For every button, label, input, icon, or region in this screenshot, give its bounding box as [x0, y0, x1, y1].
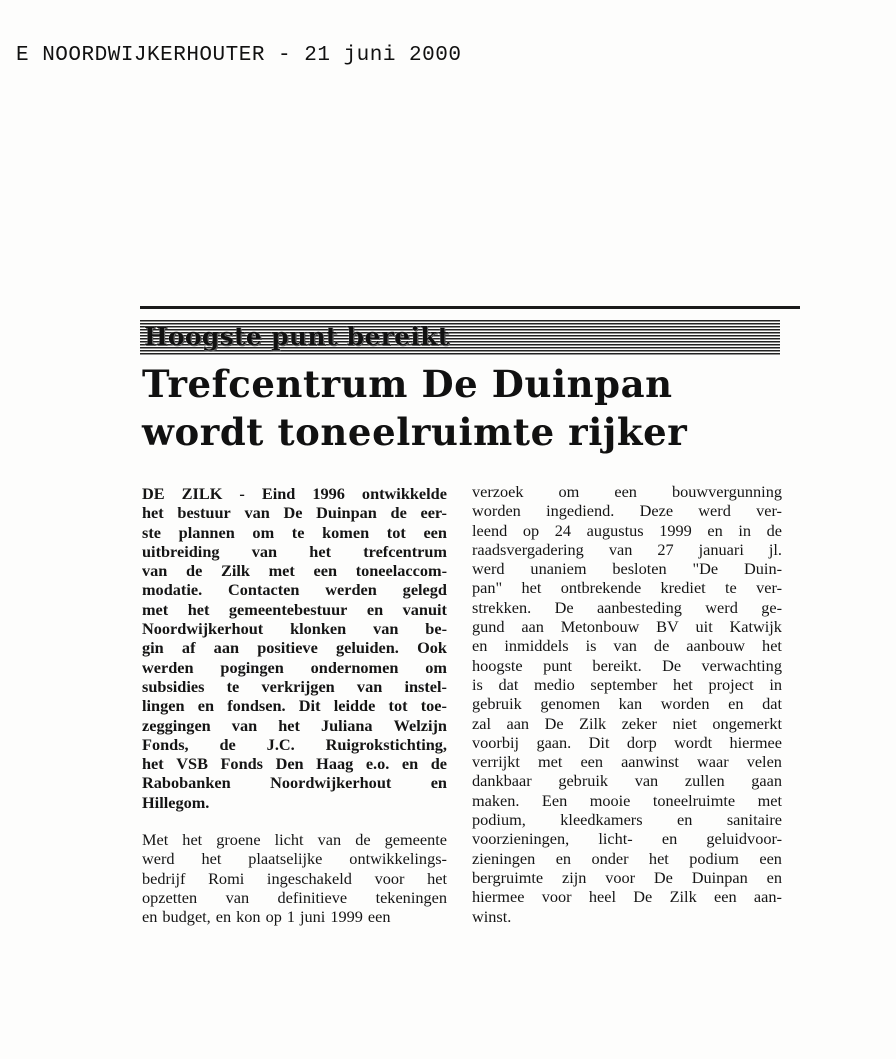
- text-line: zal aan De Zilk zeker niet ongemerkt: [472, 713, 782, 733]
- text-line: Fonds, de J.C. Ruigrokstichting,: [142, 734, 447, 754]
- text-line: subsidies te verkrijgen van instel-: [142, 676, 447, 696]
- text-line: Noordwijkerhout klonken van be-: [142, 619, 447, 639]
- text-line: uitbreiding van het trefcentrum: [142, 541, 447, 561]
- text-line: Rabobanken Noordwijkerhout en: [142, 773, 447, 793]
- text-line: maken. Een mooie toneelruimte met: [472, 790, 782, 810]
- top-rule: [140, 306, 800, 309]
- column-left: [142, 484, 447, 927]
- text-line: bedrijf Romi ingeschakeld voor het: [142, 868, 447, 888]
- text-line: zieningen en onder het podium een: [472, 848, 782, 868]
- text-line: winst.: [472, 906, 512, 926]
- headline-line: Trefcentrum De Duinpan: [142, 362, 673, 406]
- text-line: het VSB Fonds Den Haag e.o. en de: [142, 754, 447, 774]
- body-paragraph: [142, 830, 447, 926]
- text-line: gin af aan positieve geluiden. Ook: [142, 638, 447, 658]
- text-line: verrijkt met een aanwinst waar velen: [472, 752, 782, 772]
- kicker: Hoogste punt bereikt: [144, 322, 450, 351]
- text-line: gebruik genomen kan worden en dat: [472, 694, 782, 714]
- text-line: gund aan Metonbouw BV uit Katwijk: [472, 617, 782, 637]
- column-right: [472, 482, 782, 926]
- headline-line: wordt toneelruimte rijker: [142, 410, 688, 454]
- text-line: modatie. Contacten werden gelegd: [142, 580, 447, 600]
- text-line: opzetten van definitieve tekeningen: [142, 887, 447, 907]
- text-line: voorzieningen, licht- en geluidvoor-: [472, 829, 782, 849]
- body-paragraph-continued: [472, 482, 782, 926]
- text-line: is dat medio september het project in: [472, 674, 782, 694]
- text-line: en inmiddels is van de aanbouw het: [472, 636, 782, 656]
- text-line: werd unaniem besloten "De Duin-: [472, 559, 782, 579]
- text-line: Met het groene licht van de gemeente: [142, 830, 447, 850]
- text-line: strekken. De aanbesteding werd ge-: [472, 597, 782, 617]
- text-line: en budget, en kon op 1 juni 1999 een: [142, 907, 391, 927]
- text-line: met het gemeentebestuur en vanuit: [142, 599, 447, 619]
- lead-paragraph: [142, 484, 447, 812]
- text-line: zeggingen van het Juliana Welzijn: [142, 715, 447, 735]
- text-line: raadsvergadering van 27 januari jl.: [472, 539, 782, 559]
- text-line: het bestuur van De Duinpan de eer-: [142, 503, 447, 523]
- text-line: van de Zilk met een toneelaccom-: [142, 561, 447, 581]
- text-line: verzoek om een bouwvergunning: [472, 482, 782, 501]
- headline: [142, 360, 802, 456]
- text-line: hiermee voor heel De Zilk een aan-: [472, 887, 782, 907]
- text-line: ste plannen om te komen tot een: [142, 522, 447, 542]
- text-line: DE ZILK - Eind 1996 ontwikkelde: [142, 484, 447, 503]
- text-line: hoogste punt bereikt. De verwachting: [472, 655, 782, 675]
- text-line: Hillegom.: [142, 792, 210, 812]
- text-line: worden ingediend. Deze werd ver-: [472, 501, 782, 521]
- text-line: werden pogingen ondernomen om: [142, 657, 447, 677]
- text-line: pan" het ontbrekende krediet te ver-: [472, 578, 782, 598]
- text-line: dankbaar gebruik van zullen gaan: [472, 771, 782, 791]
- text-line: lingen en fondsen. Dit leidde tot toe-: [142, 696, 447, 716]
- text-line: werd het plaatselijke ontwikkelings-: [142, 849, 447, 869]
- text-line: leend op 24 augustus 1999 en in de: [472, 520, 782, 540]
- text-line: podium, kleedkamers en sanitaire: [472, 810, 782, 830]
- text-line: voorbij gaan. Dit dorp wordt hiermee: [472, 732, 782, 752]
- newspaper-clipping: [140, 300, 800, 940]
- clipping-date-stamp: E NOORDWIJKERHOUTER - 21 juni 2000: [16, 44, 462, 67]
- text-line: bergruimte zijn voor De Duinpan en: [472, 867, 782, 887]
